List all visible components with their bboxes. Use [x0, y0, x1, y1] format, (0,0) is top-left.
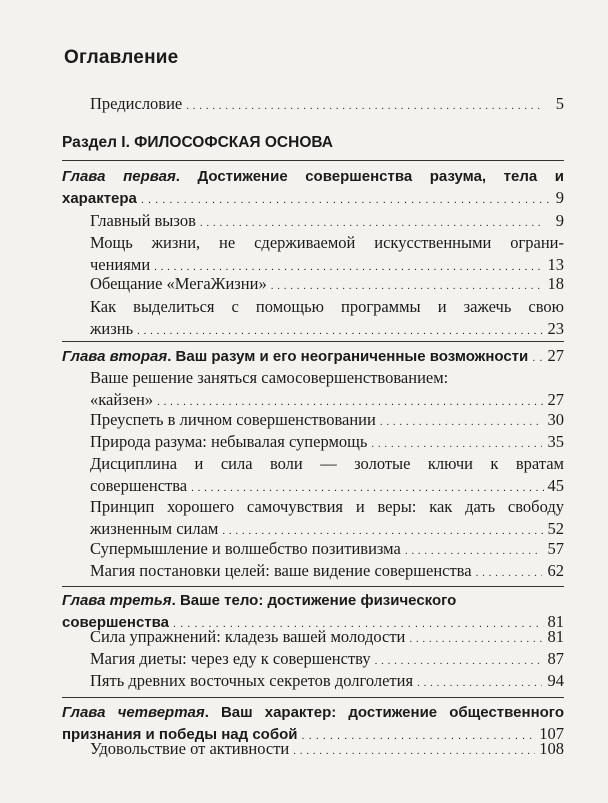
toc-entry: [90, 670, 564, 694]
leader-dots: [417, 670, 542, 694]
chapter-title: . Ваш характер: достижение общественного: [204, 704, 565, 721]
toc-entry-page: 23: [547, 319, 564, 338]
chapter-title: . Ваш разум и его неограниченные возможности: [167, 348, 529, 365]
chapter-title-cont: характера: [62, 190, 137, 207]
chapter-page: 9: [555, 188, 564, 207]
toc-entry-page: 5: [555, 94, 564, 113]
divider: [62, 697, 564, 698]
leader-dots: [186, 93, 542, 117]
chapter-label: Глава четвертая: [62, 704, 205, 721]
chapter-title: . Достижение совершенства разума, тела и: [175, 168, 564, 185]
toc-entry-label-cont: чениями: [90, 255, 151, 274]
leader-dots: [476, 560, 542, 584]
toc-entry-page: 45: [547, 476, 564, 495]
divider: [62, 586, 564, 587]
chapter-title-cont: признания и победы над собой: [62, 726, 298, 743]
leader-dots: [137, 318, 543, 342]
toc-entry-label-cont: жизненным силам: [90, 519, 219, 538]
toc-entry-page: 9: [555, 211, 564, 230]
leader-dots: [200, 210, 542, 234]
toc-entry-label: Преуспеть в личном совершенствовании: [90, 410, 376, 429]
toc-entry-page: 13: [547, 255, 564, 274]
toc-entry-label-cont: жизнь: [90, 319, 134, 338]
toc-entry-page: 87: [547, 649, 564, 668]
toc-entry: [90, 538, 564, 562]
leader-dots: [375, 648, 542, 672]
leader-dots: [371, 431, 542, 455]
toc-entry: [90, 232, 564, 278]
toc-entry-label: Магия постановки целей: ваше видение совершенства: [90, 561, 472, 580]
toc-entry-label-cont: совершенства: [90, 476, 188, 495]
toc-entry-label: Обещание «МегаЖизни»: [90, 274, 267, 293]
toc-entry: [90, 210, 564, 234]
toc-entry: [90, 560, 564, 584]
toc-entry-page: 81: [547, 627, 564, 646]
chapter-label: Глава вторая: [62, 348, 168, 365]
toc-entry-label: Удовольствие от активности: [90, 739, 290, 758]
toc-entry-label: Принцип хорошего самочувствия и веры: как дать свободу: [90, 497, 564, 516]
toc-entry: [90, 431, 564, 455]
toc-entry-page: 18: [547, 274, 564, 293]
toc-entry-label: Как выделиться с помощью программы и зажечь свою: [90, 297, 564, 316]
leader-dots: [141, 188, 552, 211]
toc-entry-label: Сила упражнений: кладезь вашей молодости: [90, 627, 406, 646]
toc-entry: [90, 648, 564, 672]
toc-entry-label-cont: «кайзен»: [90, 390, 154, 409]
toc-entry-label: Дисциплина и сила воли — золотые ключи к вратам: [90, 454, 564, 473]
toc-entry-label: Природа разума: небывалая супермощь: [90, 432, 368, 451]
toc-entry-page: 62: [547, 561, 564, 580]
toc-entry: [90, 496, 564, 542]
chapter-title: . Ваше тело: достижение физического: [171, 592, 457, 609]
leader-dots: [271, 273, 542, 297]
chapter-heading-1: [62, 166, 564, 211]
toc-entry: [90, 367, 564, 413]
chapter-heading-2: [62, 345, 564, 369]
toc-entry-page: 57: [547, 539, 564, 558]
section-heading: Раздел I. ФИЛОСОФСКАЯ ОСНОВА: [62, 134, 333, 151]
chapter-page: 27: [547, 346, 564, 365]
toc-entry: [90, 296, 564, 342]
toc-entry-label: Пять древних восточных секретов долголетия: [90, 671, 414, 690]
toc-entry-page: 35: [547, 432, 564, 451]
toc-entry: [90, 738, 564, 762]
toc-entry: [90, 626, 564, 650]
leader-dots: [405, 538, 542, 562]
toc-entry-label: Ваше решение заняться самосовершенствованием:: [90, 368, 449, 387]
leader-dots: [293, 738, 535, 762]
toc-entry-page: 108: [539, 739, 564, 758]
leader-dots: [409, 626, 542, 650]
toc-entry-page: 30: [547, 410, 564, 429]
toc-entry: [90, 273, 564, 297]
chapter-label: Глава первая: [62, 168, 176, 185]
toc-entry-label: Мощь жизни, не сдерживаемой искусственными ограни-: [90, 233, 564, 252]
chapter-title-cont: совершенства: [62, 614, 169, 631]
toc-entry-label: Предисловие: [90, 94, 183, 113]
toc-entry-page: 94: [547, 671, 564, 690]
toc-entry: [90, 409, 564, 433]
toc-entry-page: 27: [547, 390, 564, 409]
chapter-label: Глава третья: [62, 592, 172, 609]
divider: [62, 341, 564, 342]
toc-entry-label: Главный вызов: [90, 211, 196, 230]
leader-dots: [380, 409, 542, 433]
toc-entry-label: Супермышление и волшебство позитивизма: [90, 539, 401, 558]
divider: [62, 160, 564, 161]
toc-entry: [90, 453, 564, 499]
page-title: Оглавление: [64, 47, 179, 68]
toc-entry-label: Магия диеты: через еду к совершенству: [90, 649, 371, 668]
toc-entry-preface: [90, 93, 564, 117]
chapter-page: 107: [539, 724, 564, 743]
toc-entry-page: 52: [547, 519, 564, 538]
leader-dots: [532, 346, 543, 369]
chapter-page: 81: [547, 612, 564, 631]
